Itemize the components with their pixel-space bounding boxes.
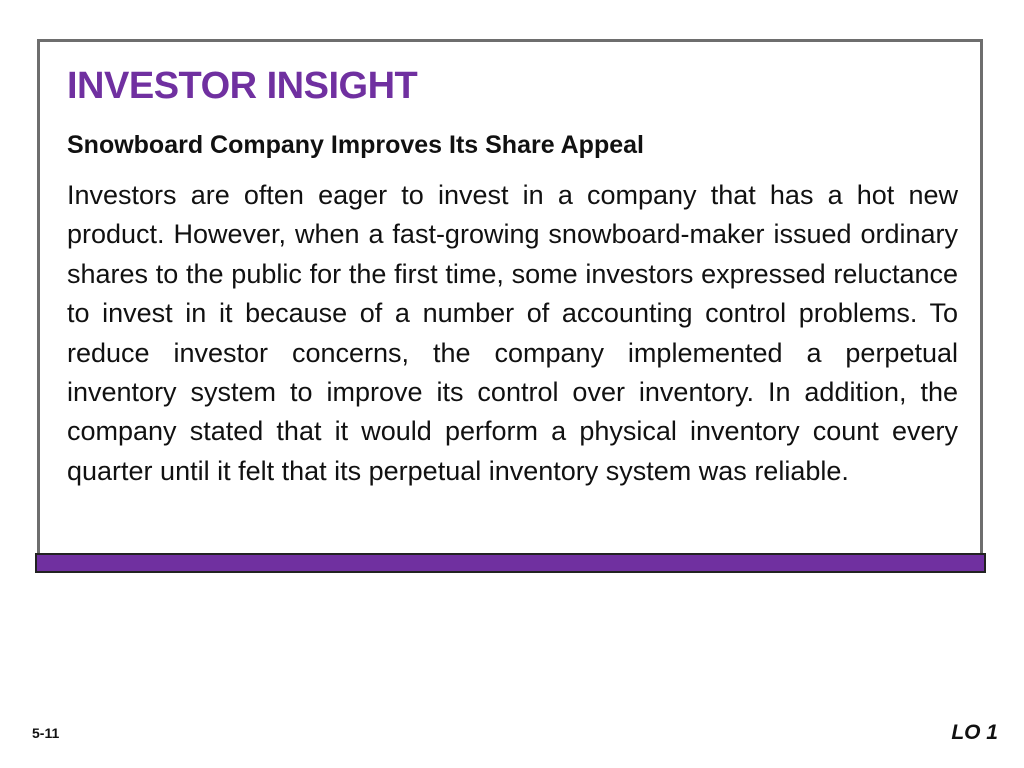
learning-objective-label: LO 1 bbox=[951, 721, 998, 744]
insight-title: INVESTOR INSIGHT bbox=[67, 65, 418, 107]
insight-body-text: Investors are often eager to invest in a company that has a hot new product. However, when a fast-growing snowboard-maker issued ordinary shares to the public for the first time, some investors expressed reluctance to invest in it because of a number of accounting control problems. To reduce investor concerns, the company implemented a perpetual inventory system to improve its control over inventory. In addition, the company stated that it would perform a physical inventory count every quarter until it felt that its perpetual inventory system was reliable. bbox=[67, 180, 958, 486]
investor-insight-box bbox=[37, 39, 983, 553]
accent-bar bbox=[35, 553, 986, 573]
insight-subtitle: Snowboard Company Improves Its Share Appeal bbox=[67, 131, 644, 159]
slide-number: 5-11 bbox=[32, 725, 60, 741]
